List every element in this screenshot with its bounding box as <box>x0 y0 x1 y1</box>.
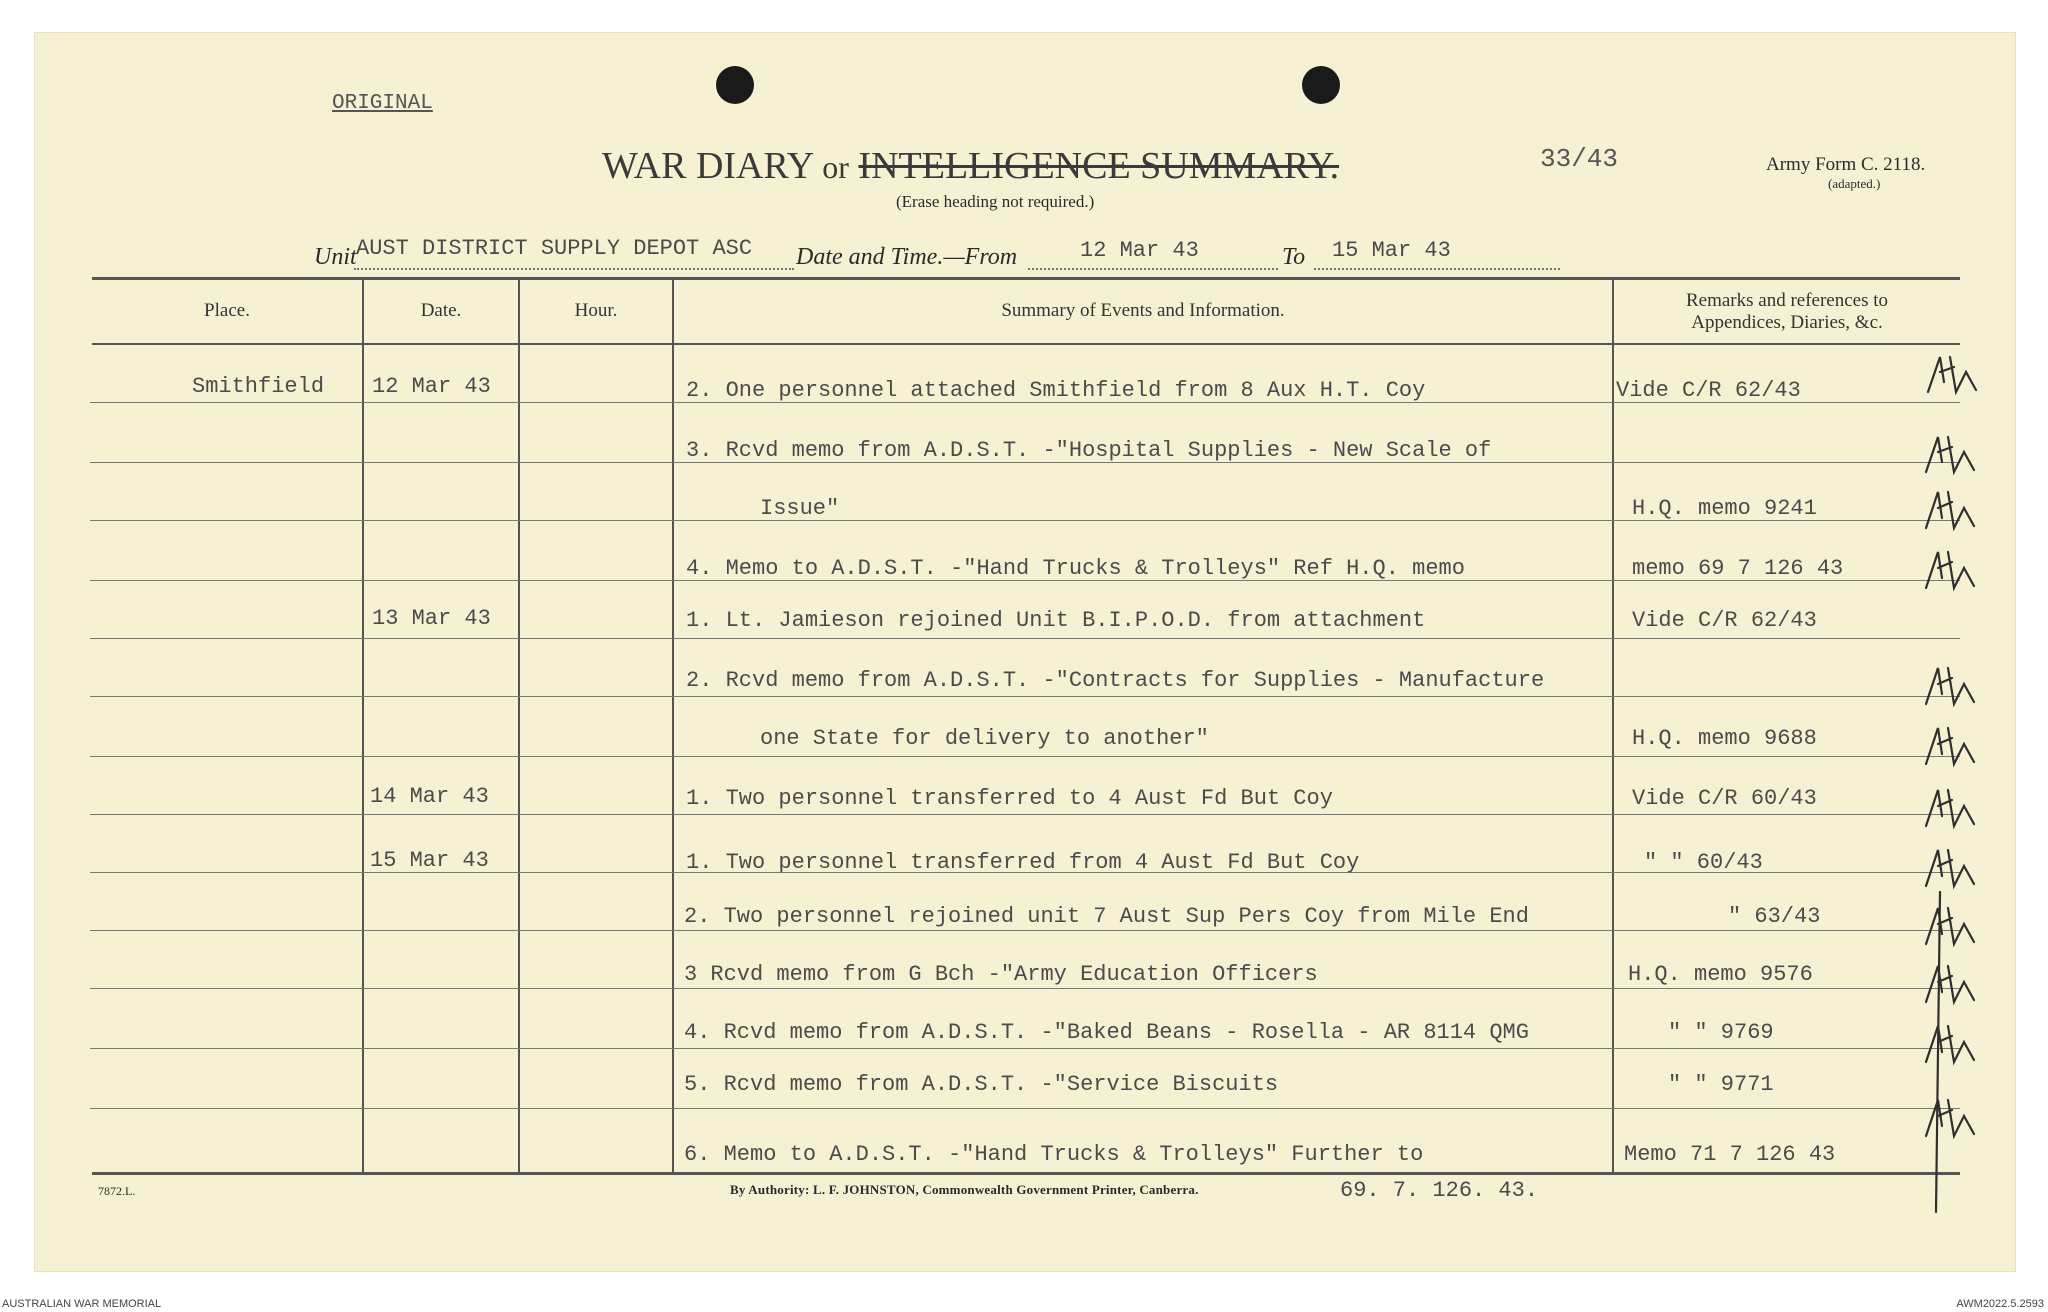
from-value: 12 Mar 43 <box>1080 238 1199 263</box>
row-rule <box>90 988 1960 989</box>
row-summary: 3 Rcvd memo from G Bch -"Army Education Officers <box>684 962 1318 987</box>
row-remarks: Vide C/R 62/43 <box>1616 378 1801 403</box>
form-code: 7872.L. <box>98 1184 136 1198</box>
col-header-summary: Summary of Events and Information. <box>1001 300 1285 321</box>
col-header-remarks-1: Remarks and references to <box>1685 290 1889 311</box>
row-summary: 2. One personnel attached Smithfield from 8 Aux H.T. Coy <box>686 378 1426 403</box>
table-top-border <box>92 277 1960 280</box>
col-header-place: Place. <box>204 300 250 321</box>
erase-note: (Erase heading not required.) <box>896 192 1095 211</box>
row-summary: 6. Memo to A.D.S.T. -"Hand Trucks & Trolleys" Further to <box>684 1142 1424 1167</box>
row-remarks: memo 69 7 126 43 <box>1632 556 1844 581</box>
col-divider-summary <box>1612 278 1614 1174</box>
row-remarks: H.Q. memo 9241 <box>1632 496 1817 521</box>
row-place: Smithfield <box>192 374 325 399</box>
row-remarks: H.Q. memo 9576 <box>1628 962 1813 987</box>
title-war-diary-text: WAR DIARY <box>602 145 813 187</box>
adapted-label: (adapted.) <box>1828 176 1881 191</box>
unit-dotted-line <box>354 268 794 270</box>
table-header-bottom <box>92 343 1960 345</box>
row-rule <box>90 696 1960 697</box>
row-summary: 1. Two personnel transferred to 4 Aust Fd But Coy <box>686 786 1333 811</box>
col-header-hour: Hour. <box>574 300 618 321</box>
table-bottom-border <box>92 1172 1960 1175</box>
to-value: 15 Mar 43 <box>1332 238 1451 263</box>
col-divider-hour <box>672 278 674 1174</box>
row-summary: 3. Rcvd memo from A.D.S.T. -"Hospital Supplies - New Scale of <box>686 438 1492 463</box>
to-label: To <box>1282 244 1306 270</box>
row-summary: one State for delivery to another" <box>760 726 1209 751</box>
row-date: 15 Mar 43 <box>370 848 489 873</box>
col-header-date: Date. <box>420 300 462 321</box>
printer-authority: By Authority: L. F. JOHNSTON, Commonwealth Government Printer, Canberra. <box>730 1182 1199 1197</box>
col-divider-place <box>362 278 364 1174</box>
archive-name: AUSTRALIAN WAR MEMORIAL <box>2 1298 162 1310</box>
row-summary: 2. Two personnel rejoined unit 7 Aust Sup Pers Coy from Mile End <box>684 904 1529 929</box>
row-remarks: Vide C/R 62/43 <box>1632 608 1817 633</box>
date-time-label: Date and Time.—From <box>796 244 1018 270</box>
army-form-label: Army Form C. 2118. <box>1766 154 1926 175</box>
unit-label: Unit <box>314 244 357 270</box>
title-intelligence-summary: INTELLIGENCE SUMMARY. <box>858 145 1340 187</box>
from-dotted-line <box>1028 268 1278 270</box>
row-summary: 5. Rcvd memo from A.D.S.T. -"Service Biscuits <box>684 1072 1279 1097</box>
print-reference: 69. 7. 126. 43. <box>1340 1178 1539 1203</box>
row-rule <box>90 814 1960 815</box>
punch-hole-left <box>716 66 754 104</box>
row-summary: 2. Rcvd memo from A.D.S.T. -"Contracts for Supplies - Manufacture <box>686 668 1545 693</box>
row-rule <box>90 1108 1960 1109</box>
col-header-remarks-2: Appendices, Diaries, &c. <box>1691 312 1883 333</box>
row-rule <box>90 930 1960 931</box>
row-remarks: " " 9771 <box>1668 1072 1774 1097</box>
document-sheet <box>34 32 2016 1272</box>
row-remarks: H.Q. memo 9688 <box>1632 726 1817 751</box>
row-summary: 1. Two personnel transferred from 4 Aust Fd But Coy <box>686 850 1360 875</box>
title-war-diary <box>602 144 1339 188</box>
row-rule <box>90 638 1960 639</box>
col-divider-date <box>518 278 520 1174</box>
archive-caption-strip <box>0 1296 2048 1312</box>
row-remarks: Memo 71 7 126 43 <box>1624 1142 1836 1167</box>
row-date: 12 Mar 43 <box>372 374 491 399</box>
row-remarks: " 63/43 <box>1728 904 1821 929</box>
original-stamp: ORIGINAL <box>332 92 433 115</box>
row-remarks: " " 9769 <box>1668 1020 1774 1045</box>
archive-id: AWM2022.5.2593 <box>1956 1298 2044 1310</box>
row-rule <box>90 1048 1960 1049</box>
unit-value: AUST DISTRICT SUPPLY DEPOT ASC <box>356 236 753 261</box>
row-remarks: Vide C/R 60/43 <box>1632 786 1817 811</box>
row-summary: Issue" <box>760 496 840 521</box>
row-date: 14 Mar 43 <box>370 784 489 809</box>
to-dotted-line <box>1314 268 1560 270</box>
title-or: or <box>822 149 849 185</box>
handwritten-initials <box>1910 352 2000 1232</box>
row-rule <box>90 756 1960 757</box>
reference-number: 33/43 <box>1540 144 1619 174</box>
row-remarks: " " 60/43 <box>1644 850 1763 875</box>
row-summary: 1. Lt. Jamieson rejoined Unit B.I.P.O.D. from attachment <box>686 608 1426 633</box>
punch-hole-right <box>1302 66 1340 104</box>
row-summary: 4. Memo to A.D.S.T. -"Hand Trucks & Trolleys" Ref H.Q. memo <box>686 556 1465 581</box>
row-summary: 4. Rcvd memo from A.D.S.T. -"Baked Beans - Rosella - AR 8114 QMG <box>684 1020 1529 1045</box>
row-date: 13 Mar 43 <box>372 606 491 631</box>
